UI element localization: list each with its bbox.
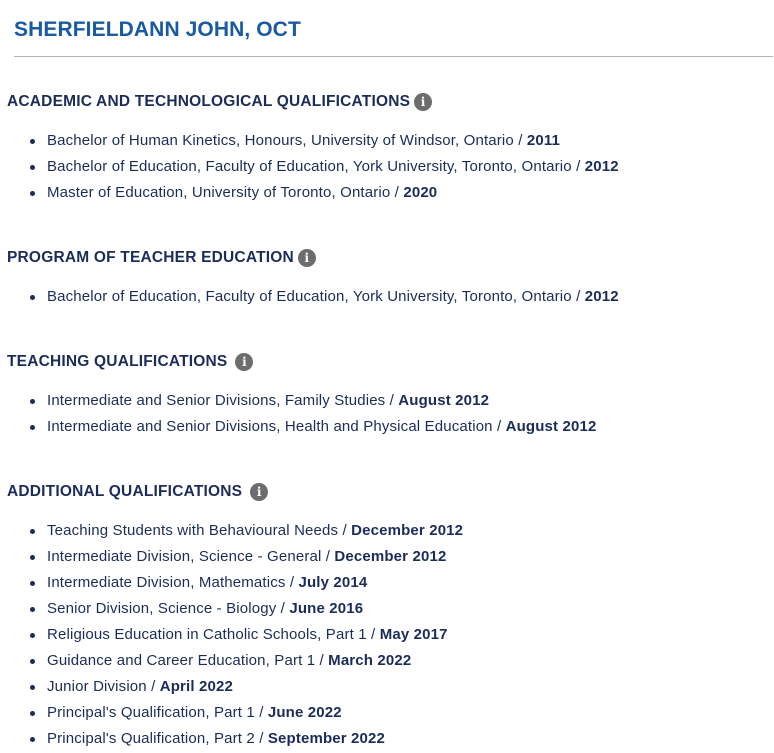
info-icon[interactable]: i xyxy=(298,249,316,267)
item-year: April 2022 xyxy=(159,678,233,695)
item-year: August 2012 xyxy=(505,418,597,435)
item-text: Intermediate and Senior Divisions, Health and Physical Education / xyxy=(47,418,506,435)
item-year: December 2012 xyxy=(351,522,464,539)
item-text: Intermediate and Senior Divisions, Family Studies / xyxy=(47,392,399,409)
item-year: July 2014 xyxy=(298,574,368,591)
list-item xyxy=(7,180,767,206)
list-item xyxy=(7,726,767,752)
item-year: September 2022 xyxy=(267,730,386,747)
qualification-list xyxy=(7,388,767,440)
list-item xyxy=(7,648,767,674)
item-year: March 2022 xyxy=(328,652,412,669)
item-text: Bachelor of Education, Faculty of Education, York University, Toronto, Ontario / xyxy=(47,288,585,305)
list-item xyxy=(7,570,767,596)
list-item xyxy=(7,518,767,544)
list-item xyxy=(7,622,767,648)
item-year: 2011 xyxy=(526,132,561,149)
section-academic-qualifications xyxy=(7,91,767,206)
qualification-list xyxy=(7,128,767,206)
item-text: Principal's Qualification, Part 1 / xyxy=(47,704,268,721)
item-year: 2012 xyxy=(584,158,619,175)
item-text: Bachelor of Education, Faculty of Education, York University, Toronto, Ontario / xyxy=(47,158,585,175)
section-teaching-qualifications xyxy=(7,351,767,440)
list-item xyxy=(7,544,767,570)
page-title: SHERFIELDANN JOHN, OCT xyxy=(14,18,301,41)
list-item xyxy=(7,284,767,310)
item-text: Teaching Students with Behavioural Needs / xyxy=(47,522,352,539)
item-year: June 2022 xyxy=(267,704,342,721)
item-text: Religious Education in Catholic Schools, Part 1 / xyxy=(47,626,380,643)
list-item xyxy=(7,596,767,622)
section-heading-label: ACADEMIC AND TECHNOLOGICAL QUALIFICATIONS xyxy=(7,93,411,110)
item-year: 2012 xyxy=(584,288,619,305)
list-item xyxy=(7,128,767,154)
section-heading-label: PROGRAM OF TEACHER EDUCATION xyxy=(7,249,294,266)
item-year: June 2016 xyxy=(289,600,364,617)
item-text: Guidance and Career Education, Part 1 / xyxy=(47,652,329,669)
list-item xyxy=(7,414,767,440)
info-icon[interactable]: i xyxy=(235,353,253,371)
item-text: Senior Division, Science - Biology / xyxy=(47,600,290,617)
list-item xyxy=(7,700,767,726)
section-heading-label: TEACHING QUALIFICATIONS xyxy=(7,353,228,370)
info-icon[interactable]: i xyxy=(414,93,432,111)
item-text: Principal's Qualification, Part 2 / xyxy=(47,730,268,747)
list-item xyxy=(7,674,767,700)
section-teacher-education xyxy=(7,247,767,310)
section-additional-qualifications xyxy=(7,481,767,752)
section-heading xyxy=(7,247,767,269)
section-heading xyxy=(7,351,767,373)
info-icon[interactable]: i xyxy=(250,483,268,501)
list-item xyxy=(7,154,767,180)
item-year: 2020 xyxy=(403,184,438,201)
qualification-list xyxy=(7,284,767,310)
item-year: May 2017 xyxy=(379,626,448,643)
section-heading-label: ADDITIONAL QUALIFICATIONS xyxy=(7,483,243,500)
item-text: Intermediate Division, Science - General / xyxy=(47,548,335,565)
qualification-list xyxy=(7,518,767,752)
section-heading xyxy=(7,91,767,113)
title-divider xyxy=(14,56,773,57)
item-text: Master of Education, University of Toronto, Ontario / xyxy=(47,184,404,201)
item-text: Junior Division / xyxy=(47,678,160,695)
item-text: Bachelor of Human Kinetics, Honours, University of Windsor, Ontario / xyxy=(47,132,527,149)
list-item xyxy=(7,388,767,414)
section-heading xyxy=(7,481,767,503)
item-text: Intermediate Division, Mathematics / xyxy=(47,574,299,591)
item-year: August 2012 xyxy=(398,392,490,409)
item-year: December 2012 xyxy=(334,548,447,565)
